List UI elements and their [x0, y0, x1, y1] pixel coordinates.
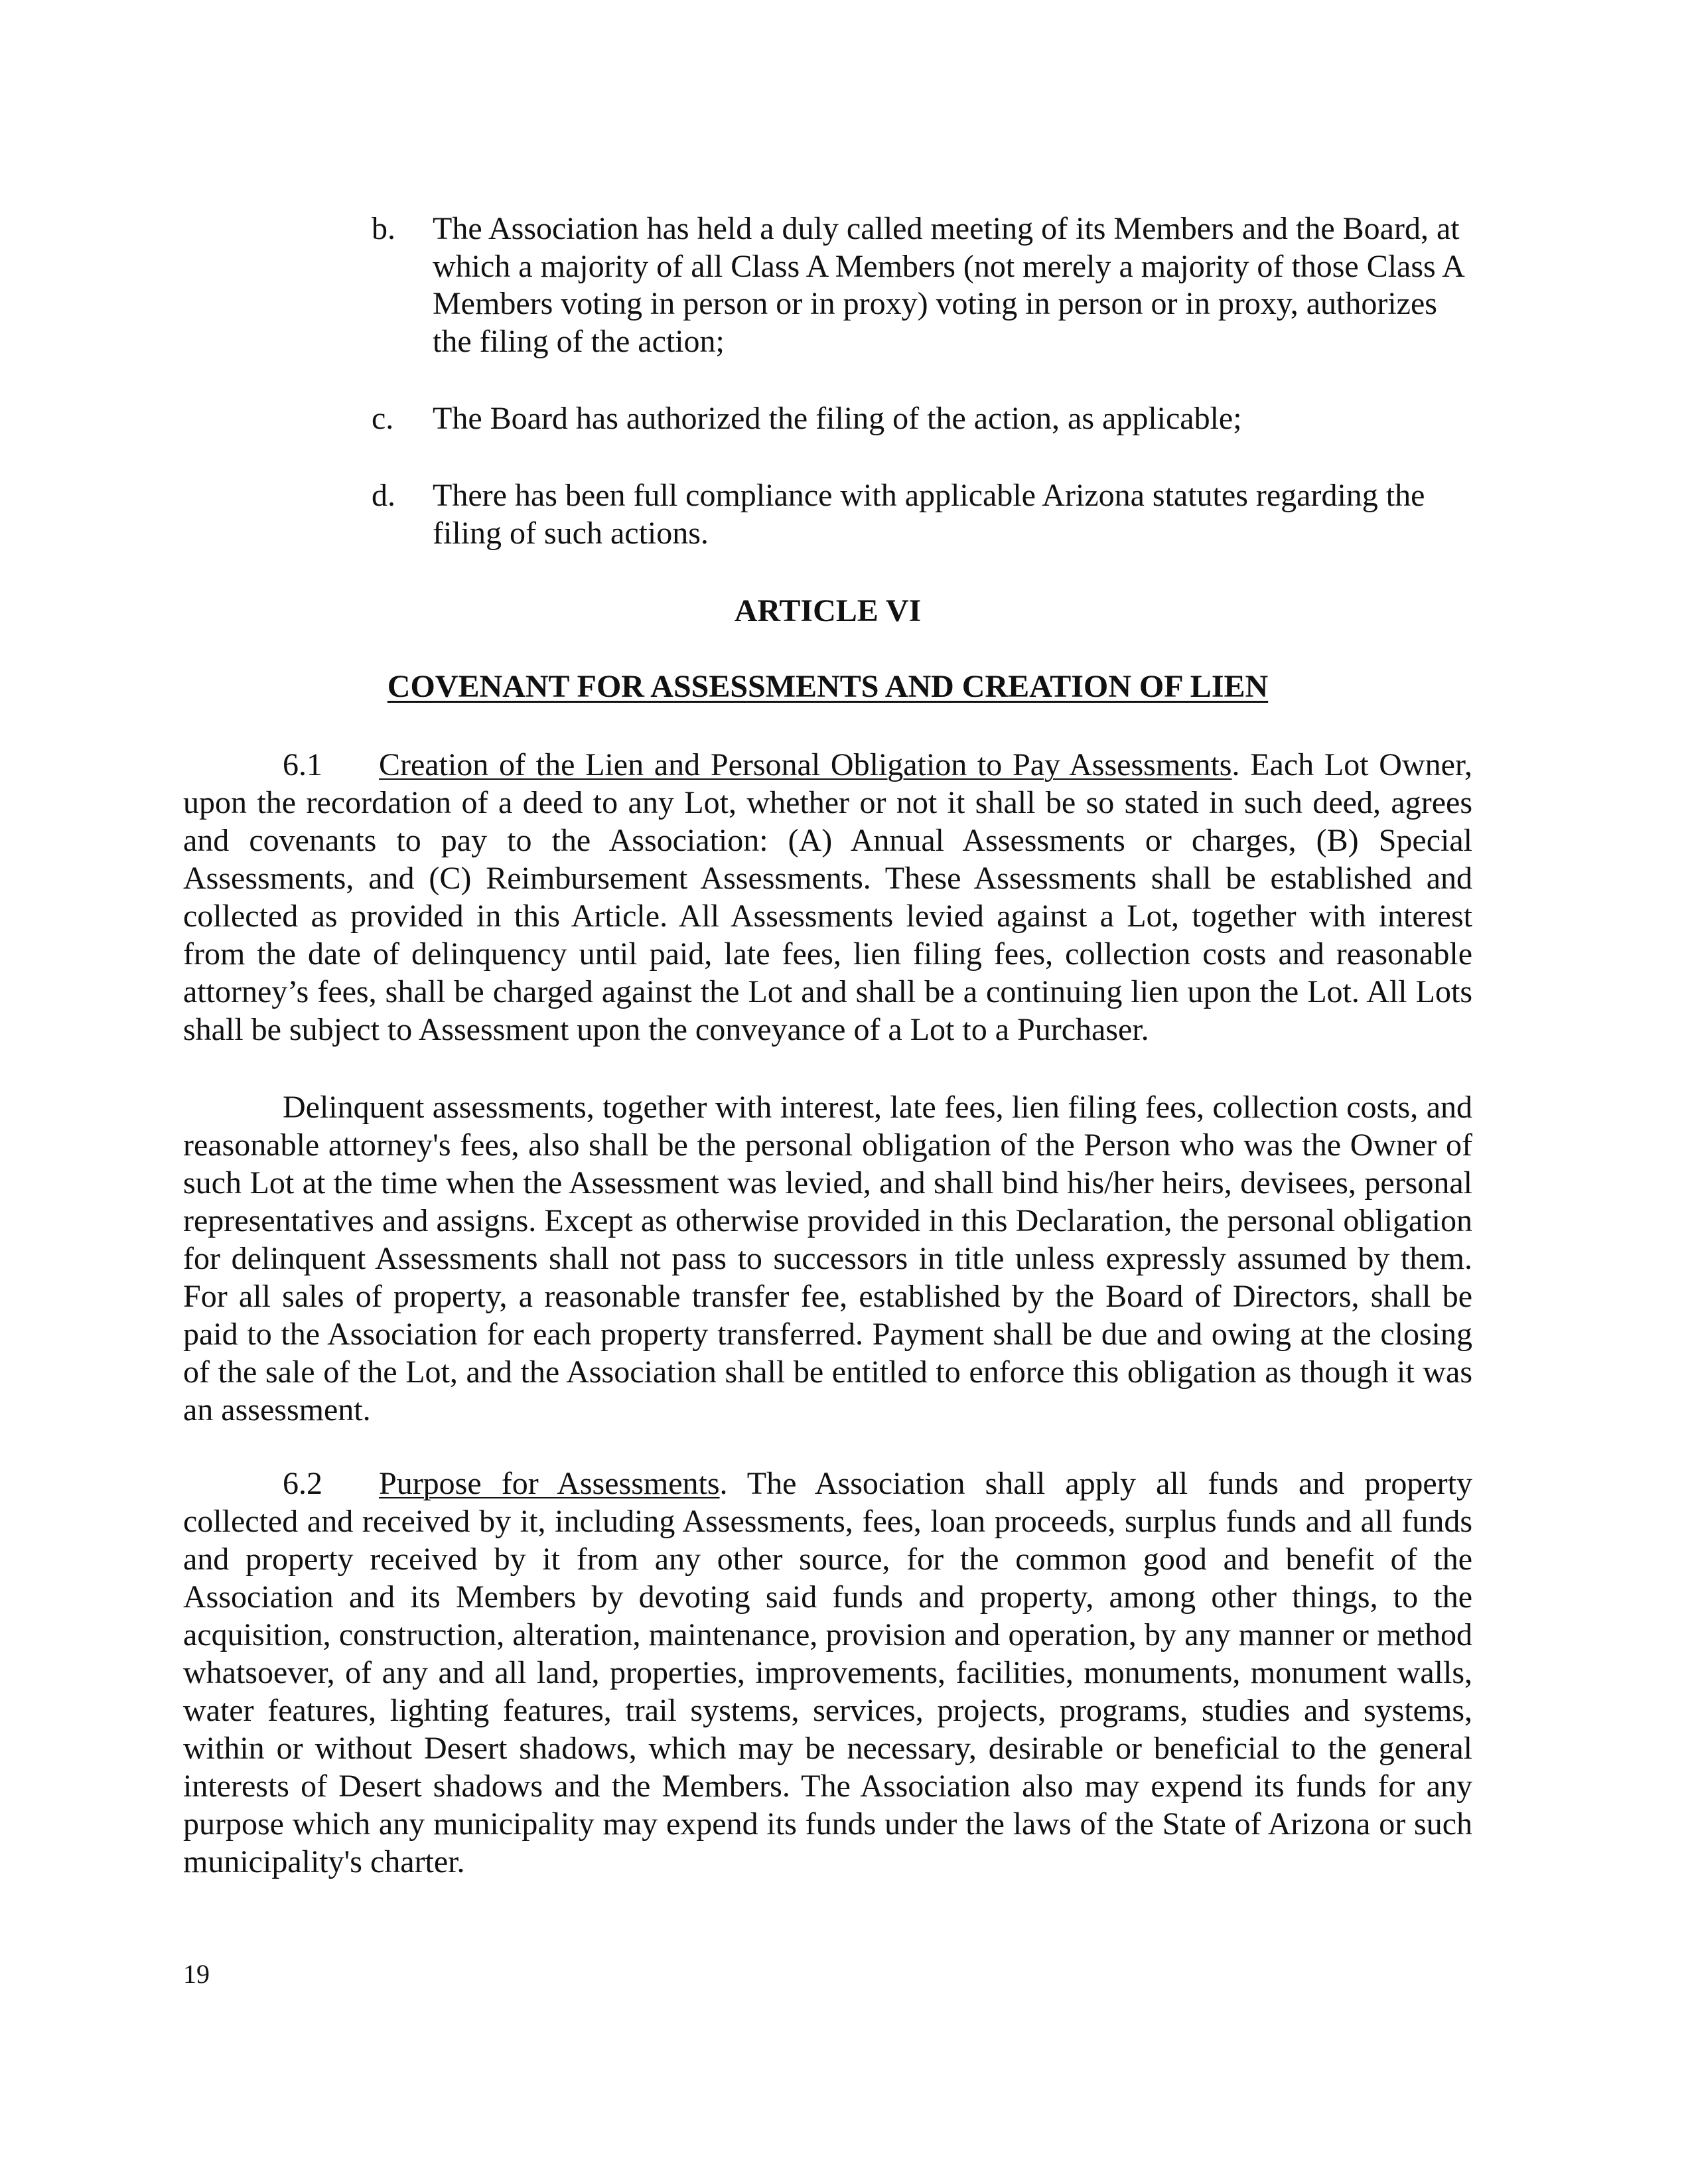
section-6-1 — [183, 746, 1472, 1049]
list-text: The Association has held a duly called meeting of its Members and the Board, at which a majority of all Class A Members (not merely a majority of those Class A Members voting in person or in proxy) voting in person or in proxy, authorizes the filing of the action; — [433, 211, 1464, 359]
list-text: The Board has authorized the filing of the action, as applicable; — [433, 401, 1242, 436]
section-body: . The Association shall apply all funds and property collected and received by it, including Assessments, fees, loan proceeds, surplus funds and all funds and property received by it from any other source, for the common good and benefit of the Association and its Members by devoting said funds and property, among other things, to the acquisition, construction, alteration, maintenance, provision and operation, by any manner or method whatsoever, of any and all land, properties, improvements, facilities, monuments, monument walls, water features, lighting features, trail systems, services, projects, programs, studies and systems, within or without Desert shadows, which may be necessary, desirable or beneficial to the general interests of Desert shadows and the Members. The Association also may expend its funds for any purpose which any municipality may expend its funds under the laws of the State of Arizona or such municipality's charter. — [183, 1466, 1472, 1879]
list-marker: b. — [372, 211, 395, 246]
section-title: Creation of the Lien and Personal Obligation to Pay Assessments — [379, 747, 1232, 782]
section-number: 6.1 — [283, 747, 322, 782]
section-number: 6.2 — [283, 1466, 322, 1501]
section-body: . Each Lot Owner, upon the recordation of a deed to any Lot, whether or not it shall be so stated in such deed, agrees and covenants to pay to the Association: (A) Annual Assessments or charges, (B) Special Assessments, and (C) Reimbursement Assessments. These Assessments shall be established and collected as provided in this Article. All Assessments levied against a Lot, together with interest from the date of delinquency until paid, late fees, lien filing fees, collection costs and reasonable attorney’s fees, shall be charged against the Lot and shall be a continuing lien upon the Lot. All Lots shall be subject to Assessment upon the conveyance of a Lot to a Purchaser. — [183, 747, 1473, 1047]
article-title-text: COVENANT FOR ASSESSMENTS AND CREATION OF LIEN — [387, 669, 1269, 704]
list-marker: d. — [372, 478, 395, 513]
list-text: There has been full compliance with applicable Arizona statutes regarding the filing of such actions. — [433, 478, 1425, 551]
list-item-c — [372, 400, 1473, 438]
list-item-b — [372, 210, 1473, 360]
article-title — [183, 668, 1472, 705]
list-item-d — [372, 477, 1473, 552]
section-6-1-continuation: Delinquent assessments, together with interest, late fees, lien filing fees, collection costs, and reasonable attorney's fees, also shall be the personal obligation of the Person who was the Owner of such Lot at the time when the Assessment was levied, and shall bind his/her heirs, devisees, personal representatives and assigns. Except as otherwise provided in this Declaration, the personal obligation for delinquent Assessments shall not pass to successors in title unless expressly assumed by them. For all sales of property, a reasonable transfer fee, established by the Board of Directors, shall be paid to the Association for each property transferred. Payment shall be due and owing at the closing of the sale of the Lot, and the Association shall be entitled to enforce this obligation as though it was an assessment. — [183, 1090, 1472, 1427]
section-title: Purpose for Assessments — [379, 1466, 720, 1501]
section-6-2 — [183, 1465, 1472, 1881]
article-number: ARTICLE VI — [734, 593, 922, 628]
page-number: 19 — [183, 1959, 210, 1989]
list-marker: c. — [372, 401, 394, 436]
